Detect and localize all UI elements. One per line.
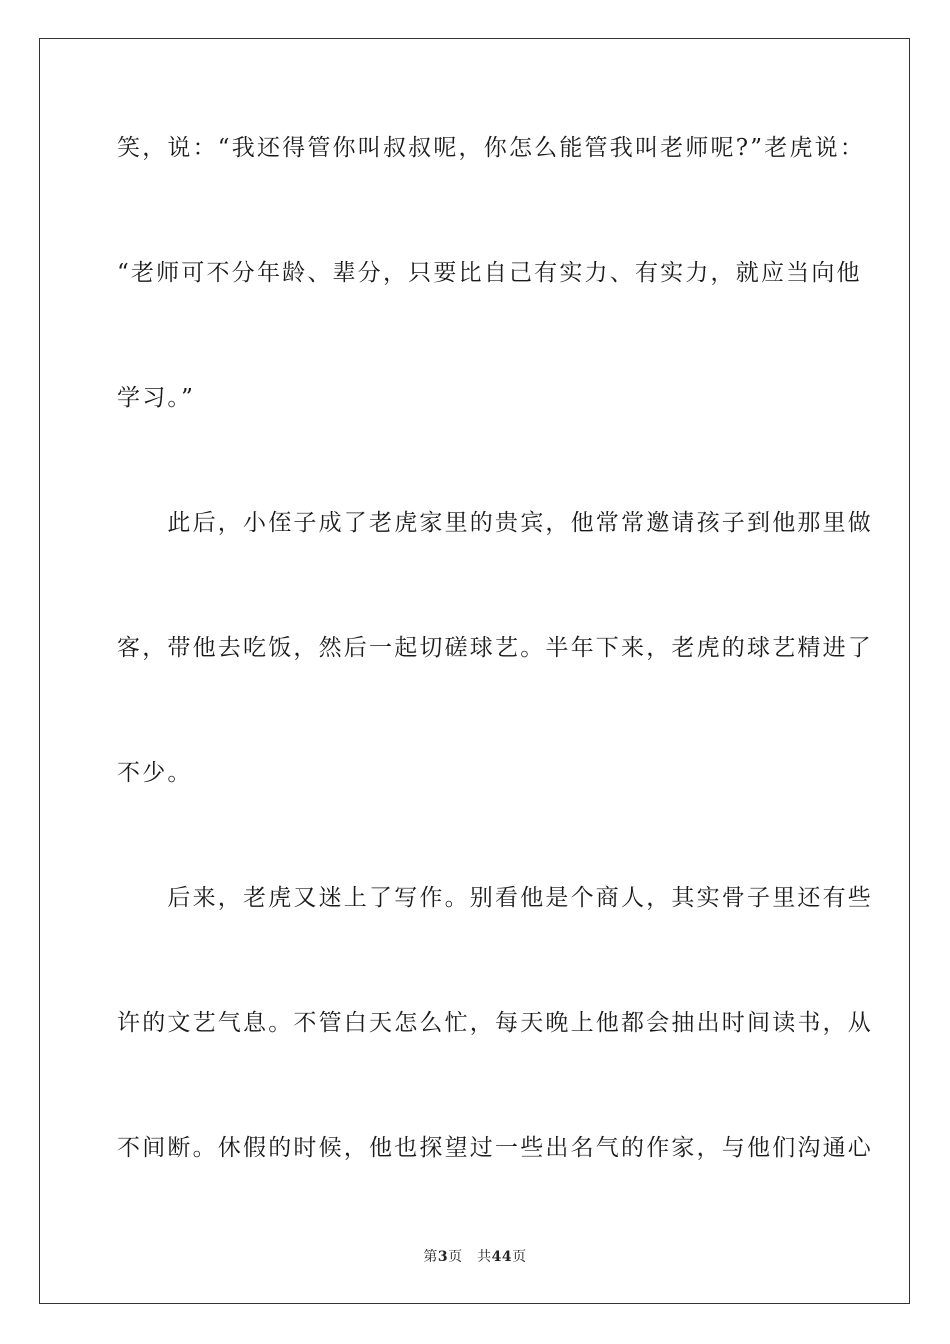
footer-prefix: 第 — [423, 1249, 438, 1265]
page-number: 3 — [437, 1249, 449, 1265]
footer-page-suffix: 页 — [448, 1249, 463, 1265]
text-line-7: 后来，老虎又迷上了写作。别看他是个商人，其实骨子里还有些 — [117, 885, 873, 911]
text-line-4: 此后，小侄子成了老虎家里的贵宾，他常常邀请孩子到他那里做 — [117, 510, 873, 536]
text-line-2: “老师可不分年龄、辈分，只要比自己有实力、有实力，就应当向他 — [117, 260, 862, 286]
page-footer — [0, 1246, 950, 1266]
text-line-5: 客，带他去吃饭，然后一起切磋球艺。半年下来，老虎的球艺精进了 — [117, 635, 873, 661]
text-line-8: 许的文艺气息。不管白天怎么忙，每天晚上他都会抽出时间读书，从 — [117, 1010, 873, 1036]
text-line-6: 不少。 — [117, 760, 193, 786]
total-pages: 44 — [491, 1249, 513, 1265]
page-border — [39, 38, 910, 1304]
text-line-3: 学习。” — [117, 385, 196, 411]
text-line-9: 不间断。休假的时候，他也探望过一些出名气的作家，与他们沟通心 — [117, 1135, 873, 1161]
text-line-1: 笑，说：“我还得管你叫叔叔呢，你怎么能管我叫老师呢?”老虎说： — [117, 135, 866, 161]
footer-total-prefix: 共 — [477, 1249, 492, 1265]
footer-total-suffix: 页 — [512, 1249, 527, 1265]
